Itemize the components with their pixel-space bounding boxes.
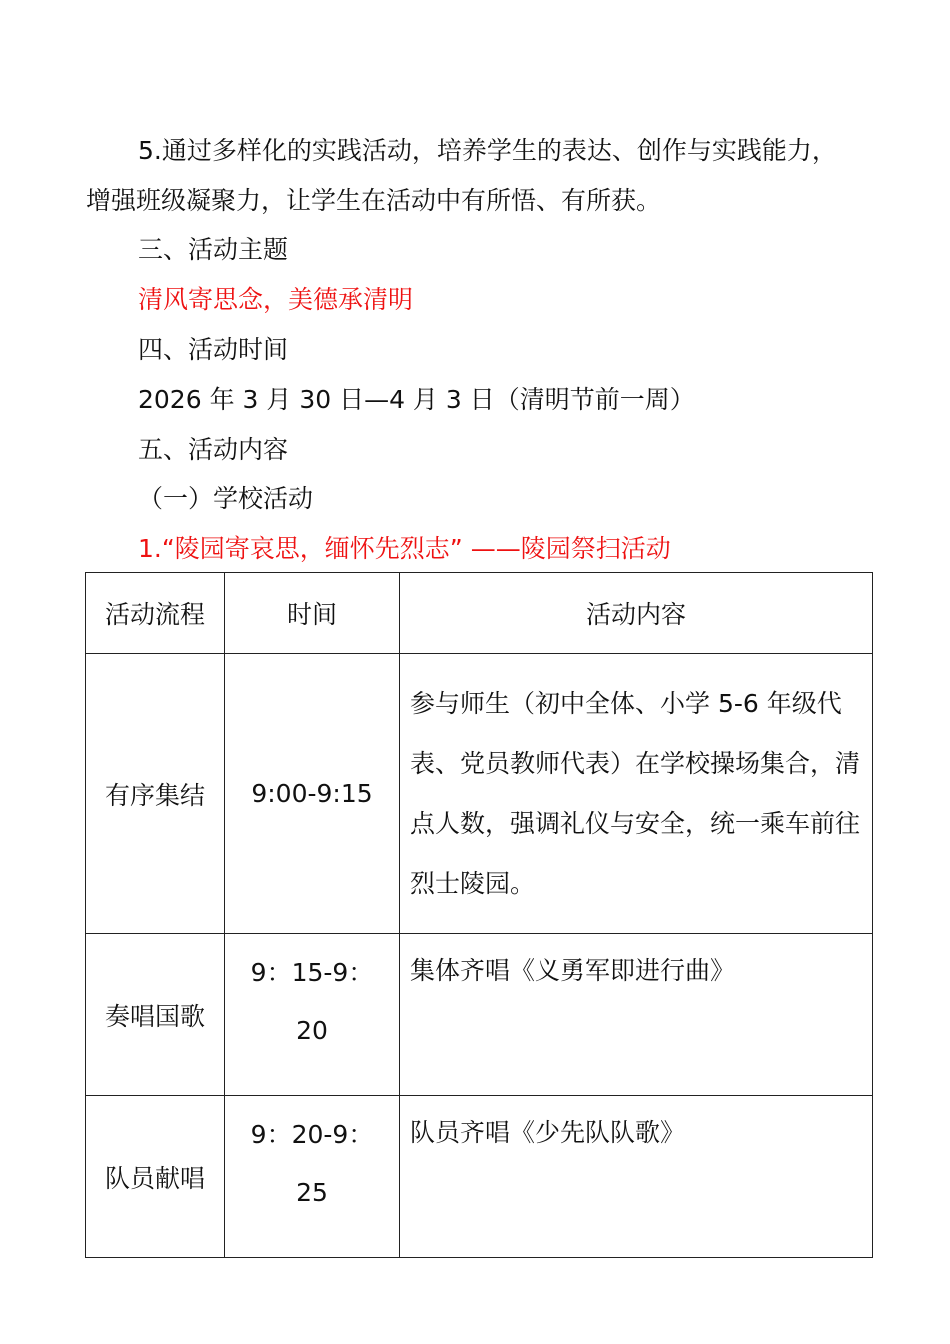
row-time [225,934,400,1096]
row-time: 9:00-9:15 [225,654,400,934]
table-row [86,1096,873,1258]
row-step: 队员献唱 [86,1096,225,1258]
row-step: 有序集结 [86,654,225,934]
row-content: 队员齐唱《少先队队歌》 [400,1096,873,1258]
paragraph-5-line-2: 增强班级凝聚力，让学生在活动中有所悟、有所获。 [86,186,662,215]
paragraph-5-line-1: 5.通过多样化的实践活动，培养学生的表达、创作与实践能力， [138,136,837,165]
table-row [86,654,873,934]
header-content: 活动内容 [400,573,873,654]
section-4-heading: 四、活动时间 [138,335,289,364]
row-time-text: 9：20-9：25 [250,1120,374,1207]
row-time [225,1096,400,1258]
row-step: 奏唱国歌 [86,934,225,1096]
row-content: 集体齐唱《义勇军即进行曲》 [400,934,873,1096]
header-time: 时间 [225,573,400,654]
activity-1-title: 1.“陵园寄哀思，缅怀先烈志” ——陵园祭扫活动 [138,534,671,563]
section-5-heading: 五、活动内容 [138,435,289,464]
row-content: 参与师生（初中全体、小学 5-6 年级代表、党员教师代表）在学校操场集合，清点人数，强调礼仪与安全，统一乘车前往烈士陵园。 [400,654,873,934]
subsection-1-heading: （一）学校活动 [138,484,314,513]
time-range-text: 2026 年 3 月 30 日—4 月 3 日（清明节前一周） [138,385,695,414]
table-row [86,934,873,1096]
row-time-text: 9：15-9：20 [250,958,374,1045]
section-3-heading: 三、活动主题 [138,235,289,264]
activity-schedule-table [85,572,873,1258]
theme-text: 清风寄思念，美德承清明 [138,285,414,314]
header-step: 活动流程 [86,573,225,654]
table-header-row [86,573,873,654]
